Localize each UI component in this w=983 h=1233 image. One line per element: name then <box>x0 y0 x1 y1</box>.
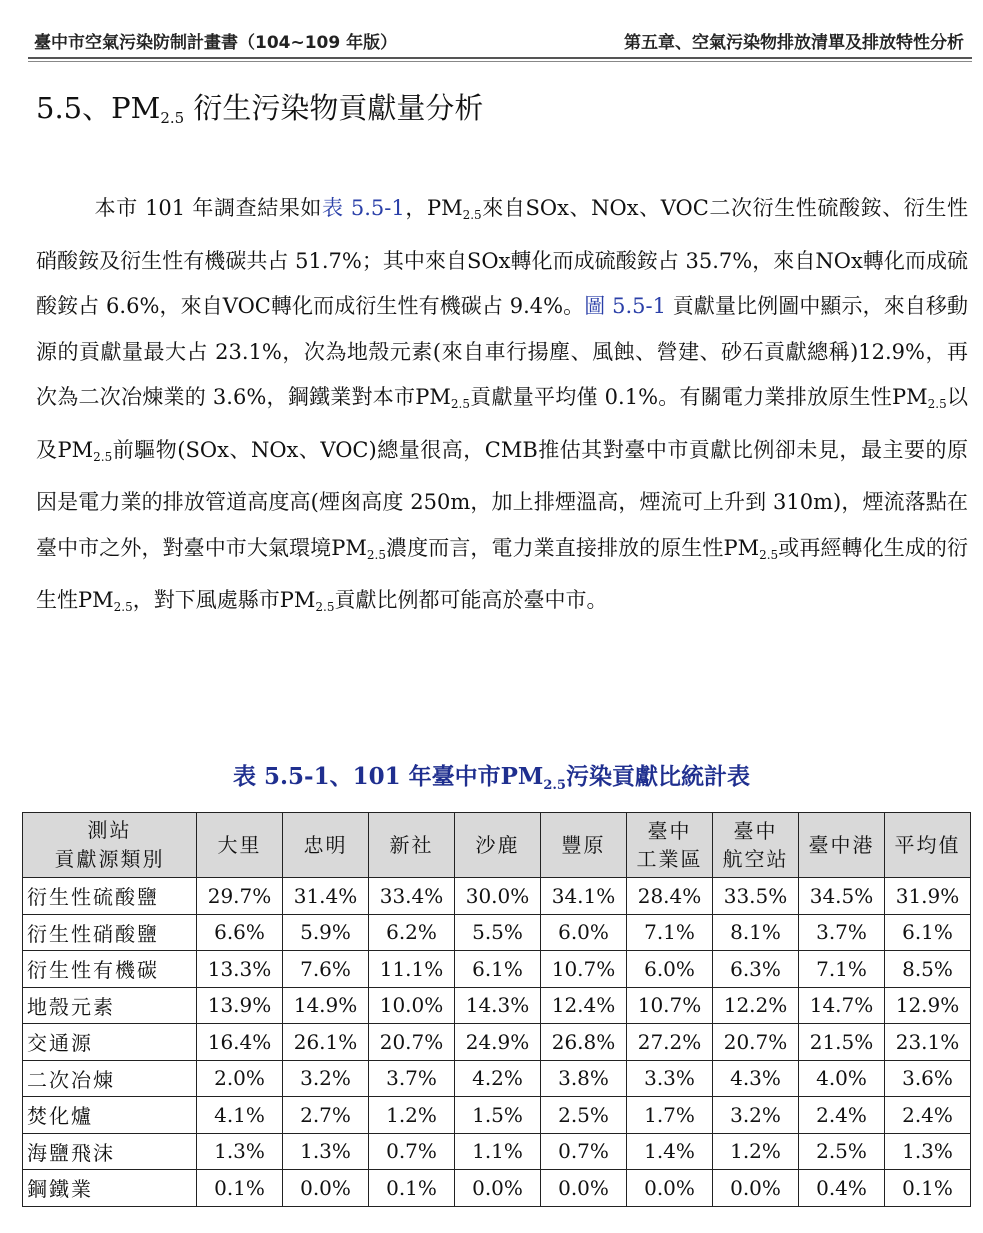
table-cell: 0.7% <box>541 1133 627 1170</box>
table-cell: 2.5% <box>799 1133 885 1170</box>
table-cell: 24.9% <box>455 1024 541 1061</box>
table-cell: 8.1% <box>713 914 799 951</box>
table-cell: 12.9% <box>885 987 971 1024</box>
table-cell: 33.5% <box>713 878 799 915</box>
table-caption-text: 污染貢獻比統計表 <box>565 763 750 790</box>
table-cell: 26.8% <box>541 1024 627 1061</box>
table-cell: 34.1% <box>541 878 627 915</box>
table-row <box>23 1024 971 1061</box>
column-header-line1: 臺中 <box>647 819 692 843</box>
table-cell: 31.4% <box>283 878 369 915</box>
paragraph-text: 來自SOx、NOx、VOC二次衍生性硫酸銨、衍生性硝酸銨及衍生性有機碳共占 51.7%；其中來自SOx轉化而成硫酸銨占 35.7%，來自NOx轉化而成硫酸銨占 6.6%，來自VOC轉化而成衍生性有機碳占 9.4%。 <box>36 196 968 318</box>
column-header <box>713 813 799 878</box>
table-cell: 3.6% <box>885 1060 971 1097</box>
table-row <box>23 1133 971 1170</box>
section-number: 5.5、 <box>36 91 112 125</box>
pm25-contribution-table <box>22 812 971 1207</box>
table-cell: 0.1% <box>369 1170 455 1207</box>
pm-subscript: 2.5 <box>462 208 482 222</box>
column-header <box>627 813 713 878</box>
table-cell: 26.1% <box>283 1024 369 1061</box>
pm-subscript: 2.5 <box>366 547 386 562</box>
body-paragraph <box>36 186 968 631</box>
table-cell: 5.9% <box>283 914 369 951</box>
pm-subscript: 2.5 <box>450 397 470 411</box>
table-cell: 0.1% <box>885 1170 971 1207</box>
table-cell: 1.7% <box>627 1097 713 1134</box>
row-label: 海鹽飛沫 <box>23 1133 197 1170</box>
section-pm-subscript: 2.5 <box>160 109 185 127</box>
table-cell: 1.4% <box>627 1133 713 1170</box>
table-cell: 3.2% <box>713 1097 799 1134</box>
table-cell: 2.5% <box>541 1097 627 1134</box>
column-header <box>541 813 627 878</box>
table-cell: 34.5% <box>799 878 885 915</box>
table-row <box>23 1097 971 1134</box>
table-cell: 7.1% <box>799 951 885 988</box>
paragraph-text: 濃度而言，電力業直接排放的原生性PM <box>385 535 760 560</box>
paragraph-text: 貢獻量比例圖中顯示，來自移動源的貢獻量最大占 23.1%，次為地殼元素(來自車行揚塵、風蝕、營建、砂石貢獻總稱)12.9%，再次為二次冶煉業的 3.6%，鋼鐵業對本市PM <box>36 294 968 409</box>
table-cell: 6.3% <box>713 951 799 988</box>
column-header <box>197 813 283 878</box>
row-label: 焚化爐 <box>23 1097 197 1134</box>
table-header-row <box>23 813 971 878</box>
column-header-line2: 工業區 <box>636 847 703 871</box>
table-cell: 33.4% <box>369 878 455 915</box>
table-cell: 12.2% <box>713 987 799 1024</box>
table-cell: 0.0% <box>541 1170 627 1207</box>
table-cell: 3.7% <box>369 1060 455 1097</box>
table-cell: 1.3% <box>283 1133 369 1170</box>
table-cell: 0.0% <box>627 1170 713 1207</box>
paragraph-text: 前驅物(SOx、NOx、VOC)總量很高，CMB推估其對臺中市貢獻比例卻未見，最主要的原因是電力業的排放管道高度高(煙囪高度 250m，加上排煙溫高，煙流可上升到 310m)，煙流落點在臺中市之外，對臺中市大氣環境PM <box>36 437 968 560</box>
table-row <box>23 1170 971 1207</box>
table-cell: 13.3% <box>197 951 283 988</box>
table-cell: 14.3% <box>455 987 541 1024</box>
column-header-line1: 沙鹿 <box>475 833 520 857</box>
column-header <box>455 813 541 878</box>
table-cell: 12.4% <box>541 987 627 1024</box>
table-cell: 16.4% <box>197 1024 283 1061</box>
column-header-line1: 大里 <box>217 833 262 857</box>
table-cell: 29.7% <box>197 878 283 915</box>
table-reference-link[interactable]: 表 5.5-1 <box>322 196 405 220</box>
column-header-line1: 臺中港 <box>808 833 875 857</box>
row-label: 衍生性硝酸鹽 <box>23 914 197 951</box>
table-cell: 30.0% <box>455 878 541 915</box>
table-cell: 6.1% <box>885 914 971 951</box>
table-cell: 28.4% <box>627 878 713 915</box>
table-body <box>23 878 971 1207</box>
column-header <box>369 813 455 878</box>
table-cell: 0.0% <box>283 1170 369 1207</box>
table-cell: 1.1% <box>455 1133 541 1170</box>
column-header <box>799 813 885 878</box>
table-cell: 4.0% <box>799 1060 885 1097</box>
table-row <box>23 878 971 915</box>
table-row <box>23 951 971 988</box>
table-cell: 20.7% <box>713 1024 799 1061</box>
table-cell: 2.0% <box>197 1060 283 1097</box>
table-cell: 1.2% <box>713 1133 799 1170</box>
paragraph-text: 本市 101 年調查結果如 <box>94 196 323 220</box>
row-label: 地殼元素 <box>23 987 197 1024</box>
table-cell: 5.5% <box>455 914 541 951</box>
paragraph-text: 貢獻比例都可能高於臺中市。 <box>334 588 608 612</box>
corner-source-label: 貢獻源類別 <box>54 847 165 871</box>
table-cell: 11.1% <box>369 951 455 988</box>
pm-subscript: 2.5 <box>113 600 133 614</box>
table-cell: 23.1% <box>885 1024 971 1061</box>
page-header <box>28 22 972 56</box>
table-cell: 7.6% <box>283 951 369 988</box>
table-cell: 3.7% <box>799 914 885 951</box>
table-cell: 10.7% <box>541 951 627 988</box>
section-title-text: 衍生污染物貢獻量分析 <box>184 91 484 125</box>
table-caption-text: 表 5.5-1、101 年臺中市PM <box>233 763 544 790</box>
table-cell: 4.3% <box>713 1060 799 1097</box>
table-cell: 2.4% <box>885 1097 971 1134</box>
table-cell: 4.2% <box>455 1060 541 1097</box>
table-cell: 31.9% <box>885 878 971 915</box>
column-header-line1: 臺中 <box>733 819 778 843</box>
table-cell: 6.0% <box>627 951 713 988</box>
column-header-line1: 忠明 <box>303 833 348 857</box>
table-cell: 0.4% <box>799 1170 885 1207</box>
header-chapter-title: 第五章、空氣污染物排放清單及排放特性分析 <box>624 33 964 53</box>
pm-subscript: 2.5 <box>93 449 113 464</box>
table-cell: 8.5% <box>885 951 971 988</box>
paragraph-text: ，對下風處縣市PM <box>132 588 316 612</box>
header-divider <box>28 57 972 59</box>
header-divider-thin <box>28 61 972 62</box>
column-header-line1: 豐原 <box>561 833 606 857</box>
row-label: 交通源 <box>23 1024 197 1061</box>
paragraph-text: 貢獻量平均僅 0.1%。有關電力業排放原生性PM <box>470 385 928 409</box>
table-cell: 1.5% <box>455 1097 541 1134</box>
table-cell: 14.9% <box>283 987 369 1024</box>
row-label: 二次冶煉 <box>23 1060 197 1097</box>
pm-subscript: 2.5 <box>927 397 947 411</box>
figure-reference-link[interactable]: 圖 5.5-1 <box>584 294 666 318</box>
table-cell: 1.3% <box>197 1133 283 1170</box>
table-cell: 7.1% <box>627 914 713 951</box>
table-cell: 0.1% <box>197 1170 283 1207</box>
paragraph-text: 以及PM <box>36 385 968 462</box>
table-cell: 3.2% <box>283 1060 369 1097</box>
table-row <box>23 987 971 1024</box>
pm-subscript: 2.5 <box>759 547 779 562</box>
table-cell: 2.4% <box>799 1097 885 1134</box>
table-cell: 0.0% <box>455 1170 541 1207</box>
table-cell: 6.0% <box>541 914 627 951</box>
table-cell: 10.7% <box>627 987 713 1024</box>
table-cell: 20.7% <box>369 1024 455 1061</box>
table-cell: 14.7% <box>799 987 885 1024</box>
table-cell: 13.9% <box>197 987 283 1024</box>
header-document-title: 臺中市空氣污染防制計畫書（104~109 年版） <box>34 33 398 53</box>
table-cell: 6.6% <box>197 914 283 951</box>
table-cell: 3.3% <box>627 1060 713 1097</box>
pm-subscript: 2.5 <box>315 600 335 614</box>
section-pm-label: PM <box>111 91 161 125</box>
column-header-line2: 航空站 <box>722 847 789 871</box>
table-caption-subscript: 2.5 <box>543 778 566 793</box>
corner-station-label: 測站 <box>87 818 132 842</box>
column-header <box>885 813 971 878</box>
table-cell: 21.5% <box>799 1024 885 1061</box>
table-row <box>23 914 971 951</box>
table-corner-header <box>23 813 197 878</box>
row-label: 衍生性有機碳 <box>23 951 197 988</box>
column-header <box>283 813 369 878</box>
column-header-line1: 平均值 <box>894 833 961 857</box>
table-cell: 1.3% <box>885 1133 971 1170</box>
row-label: 鋼鐵業 <box>23 1170 197 1207</box>
table-cell: 3.8% <box>541 1060 627 1097</box>
table-cell: 6.2% <box>369 914 455 951</box>
table-cell: 27.2% <box>627 1024 713 1061</box>
table-cell: 4.1% <box>197 1097 283 1134</box>
table-caption <box>0 758 983 793</box>
table-cell: 10.0% <box>369 987 455 1024</box>
table-row <box>23 1060 971 1097</box>
table-cell: 1.2% <box>369 1097 455 1134</box>
column-header-line1: 新社 <box>389 833 434 857</box>
row-label: 衍生性硫酸鹽 <box>23 878 197 915</box>
table-cell: 6.1% <box>455 951 541 988</box>
table-cell: 0.7% <box>369 1133 455 1170</box>
table-cell: 0.0% <box>713 1170 799 1207</box>
section-heading <box>36 86 483 127</box>
paragraph-text: 或再經轉化生成的衍生性PM <box>36 535 968 612</box>
table-cell: 2.7% <box>283 1097 369 1134</box>
paragraph-text: ，PM <box>404 196 463 220</box>
